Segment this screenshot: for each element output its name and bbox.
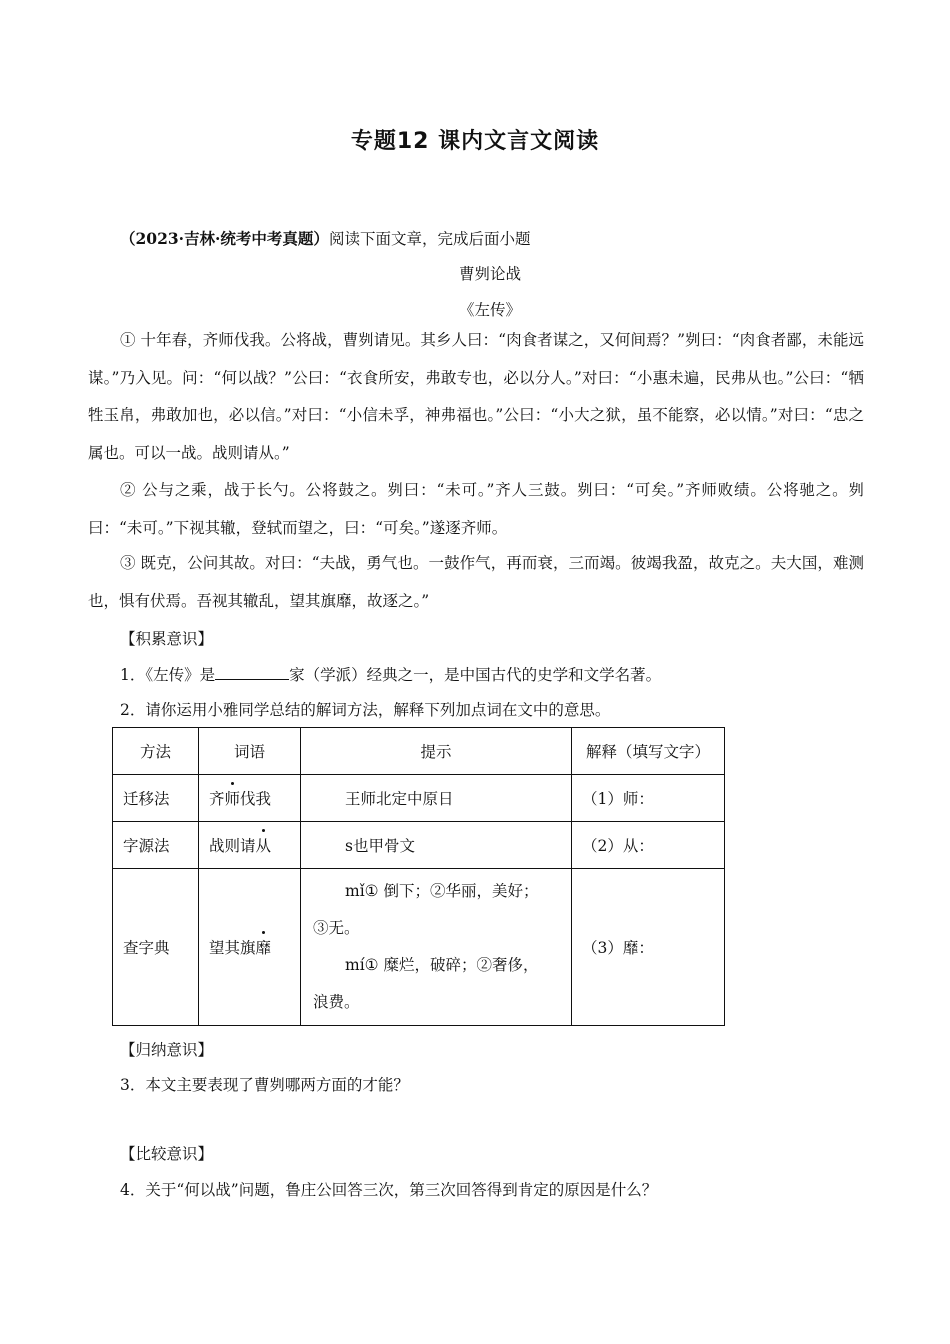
hint-line: mǐ① 倒下；②华丽，美好；	[345, 882, 539, 900]
row-answer[interactable]: （2）从：	[572, 822, 725, 869]
section-summarize: 【归纳意识】	[120, 1041, 214, 1059]
row-hint: s也甲骨文	[301, 822, 572, 869]
table-header-word: 词语	[199, 728, 301, 775]
table-header-row	[113, 728, 725, 775]
row-word: 战则请从	[199, 822, 301, 869]
answer-blank[interactable]	[215, 665, 289, 680]
passage-author: 《左传》	[458, 301, 521, 319]
table-header-hint: 提示	[301, 728, 572, 775]
passage-title: 曹刿论战	[458, 265, 521, 283]
row-word: 齐师伐我	[199, 775, 301, 822]
dotted-char: 靡	[256, 936, 272, 958]
row-method: 字源法	[113, 822, 199, 869]
question-source: （2023·吉林·统考中考真题）	[120, 229, 329, 248]
row-word: 望其旗靡	[199, 869, 301, 1026]
passage-paragraph-3: ③ 既克，公问其故。对曰：“夫战，勇气也。一鼓作气，再而衰，三而竭。彼竭我盈，故克之。夫大国，难测也，惧有伏焉。吾视其辙乱，望其旗靡，故逐之。”	[88, 554, 864, 610]
table-row	[113, 775, 725, 822]
dotted-char: 从	[256, 834, 272, 856]
question-2: 2．请你运用小雅同学总结的解词方法，解释下列加点词在文中的意思。	[120, 701, 611, 719]
passage-paragraph-2: ② 公与之乘，战于长勺。公将鼓之。刿曰：“未可。”齐人三鼓。刿曰：“可矣。”齐师败绩。公将驰之。刿曰：“未可。”下视其辙，登轼而望之，曰：“可矣。”遂逐齐师。	[88, 481, 864, 537]
passage-paragraph-1: ① 十年春，齐师伐我。公将战，曹刿请见。其乡人曰：“肉食者谋之，又何间焉？”刿曰：“肉食者鄙，未能远谋。”乃入见。问：“何以战？”公曰：“衣食所安，弗敢专也，必以分人。”对曰：“小惠未遍，民弗从也。”公曰：“牺牲玉帛，弗敢加也，必以信。”对曰：“小信未孚，神弗福也。”公曰：“小大之狱，虽不能察，必以情。”对曰：“忠之属也。可以一战。战则请从。”	[88, 331, 864, 462]
row-hint: 王师北定中原日	[301, 775, 572, 822]
page-title: 专题12 课内文言文阅读	[350, 129, 600, 154]
hint-line: 浪费。	[313, 993, 360, 1011]
section-accumulate: 【积累意识】	[120, 630, 214, 648]
row-method: 迁移法	[113, 775, 199, 822]
table-row	[113, 822, 725, 869]
table-header-method: 方法	[113, 728, 199, 775]
table-row	[113, 869, 725, 1026]
dotted-char: 师	[225, 787, 241, 809]
question-4: 4．关于“何以战”问题，鲁庄公回答三次，第三次回答得到肯定的原因是什么？	[120, 1181, 658, 1199]
word-explanation-table	[112, 727, 725, 1026]
question-3: 3．本文主要表现了曹刿哪两方面的才能？	[120, 1076, 409, 1094]
question-intro	[120, 227, 530, 249]
row-method: 查字典	[113, 869, 199, 1026]
section-compare: 【比较意识】	[120, 1145, 214, 1163]
row-answer[interactable]: （1）师：	[572, 775, 725, 822]
row-hint	[301, 869, 572, 1026]
table-header-answer: 解释（填写文字）	[572, 728, 725, 775]
question-1	[120, 663, 661, 685]
question-1-before: 1．《左传》是	[120, 666, 216, 684]
hint-line: mí① 糜烂，破碎；②奢侈，	[345, 956, 539, 974]
question-instruction: 阅读下面文章，完成后面小题	[328, 230, 531, 248]
question-1-after: 家（学派）经典之一，是中国古代的史学和文学名著。	[289, 666, 662, 684]
hint-line: ③无。	[313, 919, 360, 937]
row-answer[interactable]: （3）靡：	[572, 869, 725, 1026]
